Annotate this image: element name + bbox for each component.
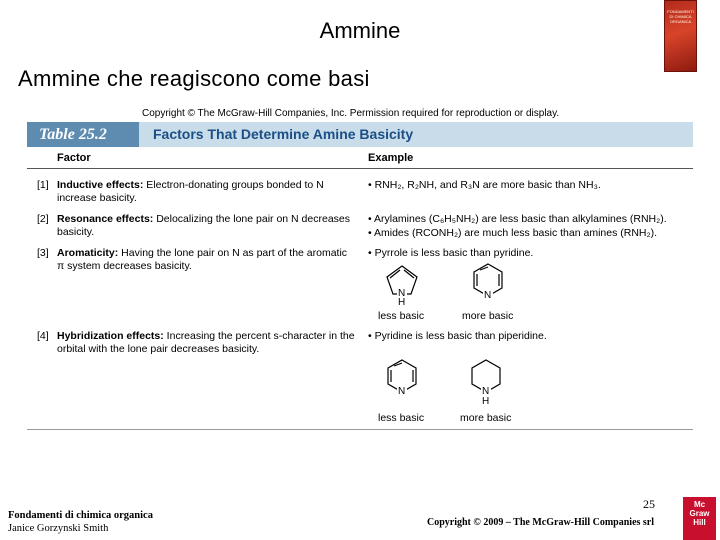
- logo-line-2: Graw: [689, 509, 710, 518]
- column-header-factor: Factor: [57, 152, 91, 164]
- factor-4-text: Increasing the percent s-character in the orbital with the lone pair decreases basicity.: [57, 330, 355, 355]
- piperidine-structure: [466, 358, 506, 410]
- example-4: • Pyridine is less basic than piperidine.: [368, 330, 547, 342]
- mcgraw-hill-logo: [683, 497, 716, 540]
- label-more-basic-row4: more basic: [460, 412, 512, 424]
- row-number-2: [2]: [37, 213, 49, 225]
- factor-2-text: Delocalizing the lone pair on N decreases basicity.: [57, 213, 350, 238]
- factor-3-text: Having the lone pair on N as part of the aromatic π system decreases basicity.: [57, 247, 348, 272]
- factor-4: [57, 330, 355, 356]
- pyrrole-n-atom: N: [398, 288, 406, 299]
- slide-subtitle: Ammine che reagiscono come basi: [18, 66, 370, 91]
- page-number: 25: [643, 497, 655, 511]
- column-header-example: Example: [368, 152, 414, 164]
- table-label: Table 25.2: [27, 122, 139, 147]
- label-more-basic-row3: more basic: [462, 310, 514, 322]
- row-number-1: [1]: [37, 179, 49, 191]
- book-cover-text: FONDAMENTI DI CHIMICA ORGANICA: [667, 9, 694, 24]
- example-1: • RNH₂, R₂NH, and R₃N are more basic than NH₃.: [368, 179, 601, 191]
- logo-line-1: Mc: [693, 500, 706, 509]
- example-3: • Pyrrole is less basic than pyridine.: [368, 247, 534, 259]
- piperidine-n-atom: N: [482, 386, 490, 397]
- footer-book-title: Fondamenti di chimica organica: [8, 510, 153, 521]
- factor-1-name: Inductive effects:: [57, 179, 144, 191]
- factor-1: [57, 179, 355, 205]
- figure-copyright: Copyright © The McGraw-Hill Companies, Inc. Permission required for reproduction or display.: [142, 108, 560, 119]
- label-less-basic-row3: less basic: [378, 310, 425, 322]
- factor-1-text: Electron-donating groups bonded to N increase basicity.: [57, 179, 324, 204]
- row-number-4: [4]: [37, 330, 49, 342]
- header-rule: [27, 168, 693, 169]
- table-title: Factors That Determine Amine Basicity: [153, 126, 414, 142]
- row-number-3: [3]: [37, 247, 49, 259]
- factor-3: [57, 247, 355, 273]
- label-less-basic-row4: less basic: [378, 412, 425, 424]
- footer-author: Janice Gorzynski Smith: [8, 523, 109, 534]
- pyrrole-structure: [382, 262, 422, 308]
- factor-4-name: Hybridization effects:: [57, 330, 164, 342]
- footer-book-info: [8, 509, 153, 535]
- pyridine-n-atom-row3: N: [484, 290, 492, 301]
- factor-3-name: Aromaticity:: [57, 247, 119, 259]
- piperidine-h-atom: H: [482, 396, 490, 407]
- pyrrole-h-atom: H: [398, 297, 406, 308]
- book-cover-image: [664, 0, 697, 72]
- example-2b: • Amides (RCONH₂) are much less basic than amines (RNH₂).: [368, 227, 657, 239]
- factor-2-name: Resonance effects:: [57, 213, 154, 225]
- footer-copyright: Copyright © 2009 – The McGraw-Hill Companies srl: [427, 517, 655, 528]
- bottom-rule: [27, 429, 693, 430]
- example-2a: • Arylamines (C₆H₅NH₂) are less basic than alkylamines (RNH₂).: [368, 213, 667, 225]
- pyridine-n-atom-row4: N: [398, 386, 406, 397]
- slide-title: Ammine: [319, 18, 401, 43]
- table-header-bar: [27, 122, 693, 147]
- factor-2: [57, 213, 355, 239]
- pyridine-structure-row3: [468, 262, 508, 308]
- pyridine-structure-row4: [382, 358, 422, 404]
- logo-line-3: Hill: [693, 518, 706, 527]
